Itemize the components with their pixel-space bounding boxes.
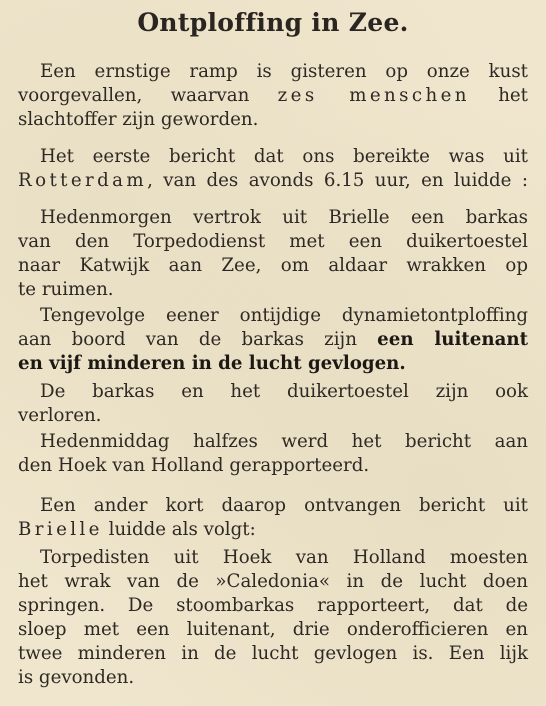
- p6-line-2: den Hoek van Holland gerapporteerd.: [18, 455, 370, 476]
- p3-line-4: te ruimen.: [18, 279, 114, 300]
- p8-line-6: is gevonden.: [18, 667, 135, 688]
- p8-line-2: het wrak van de »Caledonia« in de lucht doen: [18, 571, 528, 592]
- spaced-brielle: Brielle: [18, 519, 103, 540]
- p1-line-2-a: voorgevallen, waarvan: [18, 85, 278, 106]
- p1-line-3: slachtoffer zijn geworden.: [18, 109, 259, 130]
- p7-line-1: Een ander kort daarop ontvangen bericht uit: [40, 495, 528, 516]
- p3-line-1: Hedenmorgen vertrok uit Brielle een barkas: [40, 207, 528, 228]
- spaced-rotterdam: Rotterdam: [18, 170, 148, 191]
- p3-line-3: naar Katwijk aan Zee, om aldaar wrakken op: [18, 255, 528, 276]
- p6-line-1: Hedenmiddag halfzes werd het bericht aan: [40, 431, 528, 452]
- p5-line-2: verloren.: [18, 405, 102, 426]
- spaced-zes-menschen: zes menschen: [277, 85, 470, 106]
- p4-line-1: Tengevolge eener ontijdige dynamietontploffing: [40, 305, 528, 326]
- p8-line-1: Torpedisten uit Hoek van Holland moesten: [40, 547, 528, 568]
- p5-line-1: De barkas en het duikertoestel zijn ook: [40, 381, 528, 402]
- p1-line-2-c: het: [469, 85, 528, 106]
- p8-line-3: springen. De stoombarkas rapporteert, dat de: [18, 595, 528, 616]
- p4-line-3-bold: en vijf minderen in de lucht gevlogen.: [18, 353, 406, 374]
- p1-line-1: Een ernstige ramp is gisteren op onze kust: [40, 61, 528, 82]
- p4-line-2-a: aan boord van de barkas zijn: [18, 329, 378, 350]
- p2-line-1: Het eerste bericht dat ons bereikte was uit: [40, 146, 528, 167]
- p8-line-4: sloep met een luitenant, drie onderofficieren en: [18, 619, 528, 640]
- p2-line-2: [18, 169, 528, 193]
- p1-line-2: [18, 84, 528, 108]
- p8-line-5: twee minderen in de lucht gevlogen is. Een lijk: [18, 643, 528, 664]
- p7-line-2-b: luidde als volgt:: [102, 519, 256, 540]
- bold-een-luitenant: een luitenant: [377, 329, 528, 350]
- p2-line-2-b: , van des avonds 6.15 uur, en luidde :: [147, 170, 528, 191]
- p4-line-2: [18, 328, 528, 352]
- p7-line-2: [18, 518, 528, 542]
- article-headline: Ontploffing in Zee.: [137, 8, 409, 37]
- p3-line-2: van den Torpedodienst met een duikertoestel: [18, 231, 528, 252]
